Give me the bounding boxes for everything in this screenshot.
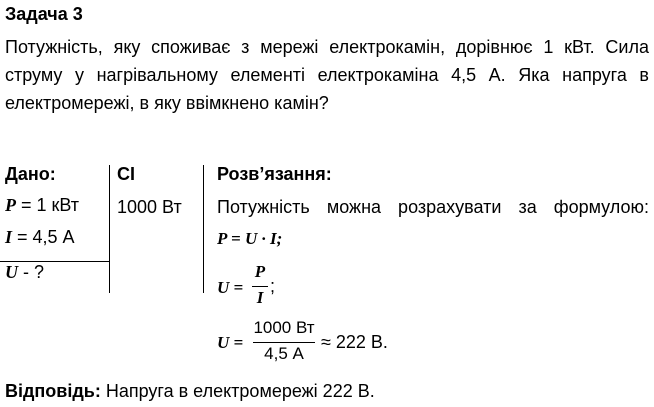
- voltage-symbol: U: [5, 262, 18, 282]
- answer-line: [5, 381, 375, 402]
- task-statement: [5, 33, 649, 117]
- si-header: СІ: [117, 164, 135, 184]
- result-denominator: 4,5 А: [264, 344, 304, 363]
- si-power-value: 1000 Вт: [117, 197, 182, 217]
- formula-power: P = U · I;: [217, 229, 283, 248]
- given-header: Дано:: [5, 164, 56, 184]
- result-numerator: 1000 Вт: [253, 318, 315, 337]
- fraction-denominator-i: I: [256, 288, 264, 307]
- result-fraction-bar: [253, 342, 315, 343]
- current-symbol: I: [5, 227, 13, 247]
- task-line-1: Потужність, яку споживає з мережі електрокамін, дорівнює 1 кВт. Сила: [5, 37, 649, 57]
- power-value: = 1 кВт: [16, 195, 80, 215]
- formula-result-fraction: [251, 318, 317, 368]
- fraction-numerator-p: P: [254, 262, 266, 281]
- solution-header: Розв’язання:: [217, 164, 332, 184]
- given-current: [5, 227, 75, 248]
- answer-label: Відповідь:: [5, 381, 101, 401]
- fraction-bar: [252, 286, 268, 287]
- formula-voltage-semicolon: ;: [270, 276, 276, 296]
- given-unknown: [5, 262, 44, 283]
- given-si-divider: [109, 165, 110, 293]
- si-solution-divider: [203, 165, 204, 293]
- formula-result-value: ≈ 222 В.: [321, 332, 388, 352]
- task-line-3: електромережі, в яку ввімкнено камін?: [5, 93, 329, 113]
- given-power: [5, 195, 79, 216]
- formula-voltage-fraction: [252, 262, 268, 310]
- unknown-mark: - ?: [18, 262, 45, 282]
- solution-text: Потужність можна розрахувати за формулою:: [217, 197, 649, 217]
- formula-voltage-lhs: U =: [217, 278, 244, 297]
- task-line-2: струму у нагрівальному елементі електрокаміна 4,5 А. Яка напруга в: [5, 65, 649, 85]
- formula-result-lhs: U =: [217, 333, 244, 352]
- answer-text: Напруга в електромережі 222 В.: [100, 381, 375, 401]
- current-value: = 4,5 А: [12, 227, 75, 247]
- power-symbol: P: [5, 195, 16, 215]
- task-title: Задача 3: [5, 4, 83, 24]
